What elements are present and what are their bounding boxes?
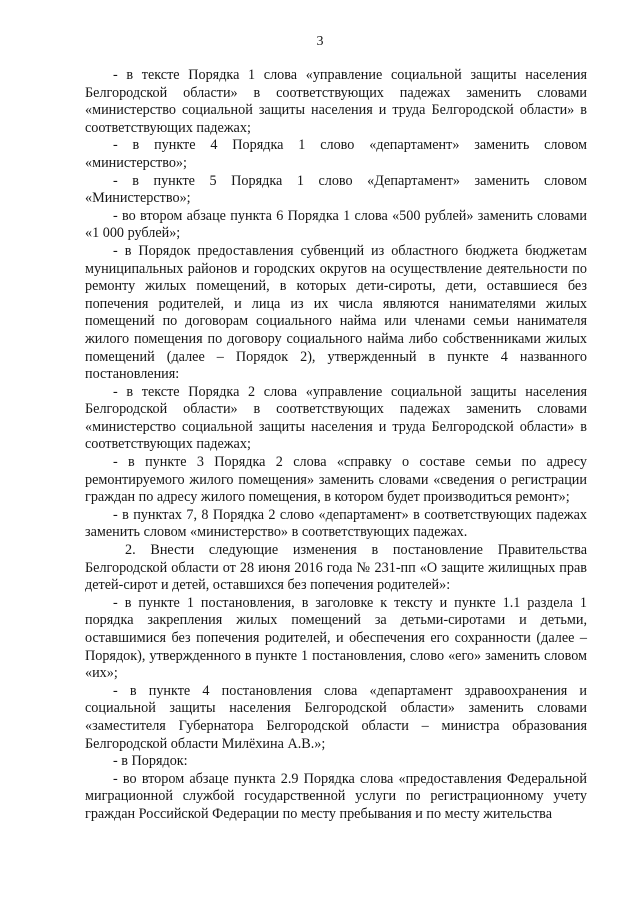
paragraph: - во втором абзаце пункта 2.9 Порядка слова «предоставления Федеральной миграционной службой государственной услуги по регистрационному учету граждан Российской Федерации по месту пребывания и по месту жительства	[85, 770, 587, 822]
paragraph: - во втором абзаце пункта 6 Порядка 1 слова «500 рублей» заменить словами «1 000 рублей»;	[85, 207, 587, 242]
paragraph: - в пунктах 7, 8 Порядка 2 слово «департамент» в соответствующих падежах заменить словом «министерство» в соответствующих падежах.	[85, 506, 587, 541]
section-2-paragraph: 2. Внести следующие изменения в постановление Правительства Белгородской области от 28 июня 2016 года № 231-пп «О защите жилищных прав детей-сирот и детей, оставшихся без попечения родителей»:	[85, 542, 587, 594]
paragraph: - в пункте 5 Порядка 1 слово «Департамент» заменить словом «Министерство»;	[85, 172, 587, 207]
paragraph: - в тексте Порядка 2 слова «управление социальной защиты населения Белгородской области» в соответствующих падежах заменить словами «министерство социальной защиты населения и труда Белгородской области» в соответствующих падежах;	[85, 383, 587, 453]
paragraph: - в Порядок:	[113, 753, 188, 770]
paragraph: - в пункте 3 Порядка 2 слова «справку о составе семьи по адресу ремонтируемого жилого помещения» заменить словами «сведения о регистрации граждан по адресу жилого помещения, в котором будет производиться ремонт»;	[85, 454, 587, 506]
paragraph: - в Порядок предоставления субвенций из областного бюджета бюджетам муниципальных районов и городских округов на осуществление деятельности по ремонту жилых помещений, в которых дети-сироты, дети, оставшиеся без попечения родителей, и лица из их числа являются нанимателями жилых помещений по договорам социального найма или членами семьи нанимателя жилого помещения по договору социального найма либо собственниками жилых помещений (далее – Порядок 2), утвержденный в пункте 4 названного постановления:	[85, 242, 587, 383]
document-body	[85, 67, 587, 824]
page-number: 3	[316, 34, 324, 49]
paragraph: - в пункте 1 постановления, в заголовке к тексту и пункте 1.1 раздела 1 порядка закрепления жилых помещений за детьми-сиротами и детьми, оставшимися без попечения родителей, и обеспечения его сохранности (далее – Порядок), утвержденного в пункте 1 постановления, слово «его» заменить словом «их»;	[85, 594, 587, 682]
paragraph: - в тексте Порядка 1 слова «управление социальной защиты населения Белгородской области» в соответствующих падежах заменить словами «министерство социальной защиты населения и труда Белгородской области» в соответствующих падежах;	[85, 67, 587, 136]
paragraph: - в пункте 4 постановления слова «департамент здравоохранения и социальной защиты населения Белгородской области» заменить словами «заместителя Губернатора Белгородской области – министра образования Белгородской области Милёхина А.В.»;	[85, 682, 587, 752]
paragraph: - в пункте 4 Порядка 1 слово «департамент» заменить словом «министерство»;	[85, 137, 587, 171]
